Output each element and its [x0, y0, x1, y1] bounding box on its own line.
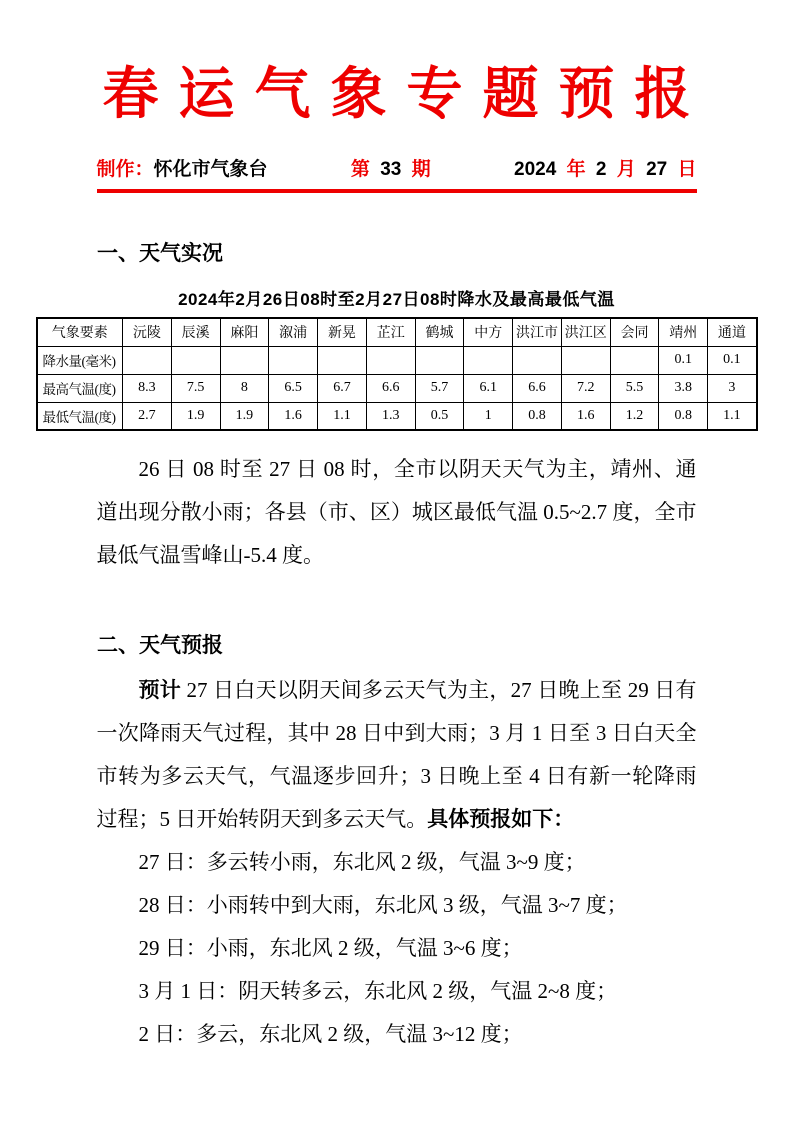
table-row-min-temp [37, 402, 757, 430]
table-cell: 6.5 [269, 374, 318, 402]
masthead [97, 154, 697, 181]
table-cell: 7.2 [561, 374, 610, 402]
table-cell: 8 [220, 374, 269, 402]
table-cell: 0.1 [708, 346, 757, 374]
table-row-max-temp [37, 374, 757, 402]
date-year-label: 年 [566, 159, 586, 180]
table-cell: 1.1 [708, 402, 757, 430]
issue-value: 33 [380, 159, 402, 180]
date-month-label: 月 [616, 159, 636, 180]
table-cell: 1.6 [561, 402, 610, 430]
table-header-row [37, 318, 757, 346]
table-cell [220, 346, 269, 374]
table-cell: 3 [708, 374, 757, 402]
table-header-cell: 辰溪 [171, 318, 220, 346]
section-heading-weather-actual: 一、天气实况 [97, 242, 223, 265]
table-header-cell: 芷江 [366, 318, 415, 346]
observation-paragraph: 26 日 08 时至 27 日 08 时，全市以阴天天气为主，靖州、通道出现分散小雨；各县（市、区）城区最低气温 0.5~2.7 度，全市最低气温雪峰山-5.4 度。 [96, 457, 697, 567]
table-cell: 1.3 [366, 402, 415, 430]
row-label: 降水量(毫米) [37, 346, 123, 374]
daily-forecast-line: 2 日：多云，东北风 2 级，气温 3~12 度； [138, 1022, 523, 1046]
table-cell [366, 346, 415, 374]
table-cell [464, 346, 513, 374]
table-cell: 6.6 [513, 374, 562, 402]
table-header-cell: 新晃 [318, 318, 367, 346]
issue-suffix: 期 [411, 159, 431, 180]
table-cell: 0.8 [513, 402, 562, 430]
table-header-cell: 气象要素 [37, 318, 123, 346]
row-label: 最高气温(度) [37, 374, 123, 402]
date-month: 2 [595, 159, 607, 180]
row-label: 最低气温(度) [37, 402, 123, 430]
producer-label: 制作： [96, 159, 154, 180]
date-day: 27 [646, 159, 668, 180]
table-header-cell: 通道 [708, 318, 757, 346]
table-cell: 1.1 [318, 402, 367, 430]
daily-forecast-line: 29 日：小雨，东北风 2 级，气温 3~6 度； [138, 936, 523, 960]
issue-number [351, 154, 431, 181]
table-cell [318, 346, 367, 374]
table-cell: 0.1 [659, 346, 708, 374]
date-year: 2024 [514, 159, 557, 180]
table-cell [561, 346, 610, 374]
table-cell: 1.9 [171, 402, 220, 430]
table-cell [123, 346, 172, 374]
issue-date [514, 154, 696, 181]
table-header-cell: 会同 [610, 318, 659, 346]
weather-table [36, 317, 758, 431]
table-cell [171, 346, 220, 374]
section-heading-weather-forecast: 二、天气预报 [97, 634, 223, 657]
table-header-cell: 洪江市 [513, 318, 562, 346]
table-cell: 1.9 [220, 402, 269, 430]
table-cell: 5.7 [415, 374, 464, 402]
forecast-paragraph [97, 669, 697, 841]
table-cell: 1.6 [269, 402, 318, 430]
table-cell: 2.7 [123, 402, 172, 430]
forecast-tail-bold: 具体预报如下： [427, 808, 575, 831]
table-cell: 1 [464, 402, 513, 430]
daily-forecast-line: 27 日：多云转小雨，东北风 2 级，气温 3~9 度； [138, 850, 586, 874]
table-cell: 0.5 [415, 402, 464, 430]
table-header-cell: 麻阳 [220, 318, 269, 346]
table-cell: 1.2 [610, 402, 659, 430]
table-cell: 6.6 [366, 374, 415, 402]
table-cell: 8.3 [123, 374, 172, 402]
table-cell: 0.8 [659, 402, 708, 430]
table-header-cell: 沅陵 [123, 318, 172, 346]
table-cell [610, 346, 659, 374]
table-header-cell: 中方 [464, 318, 513, 346]
table-cell: 3.8 [659, 374, 708, 402]
table-cell: 5.5 [610, 374, 659, 402]
red-divider [97, 189, 697, 193]
page-title: 春运气象专题预报 [102, 64, 711, 126]
daily-forecast-line: 28 日：小雨转中到大雨，东北风 3 级，气温 3~7 度； [138, 893, 628, 917]
table-cell [513, 346, 562, 374]
date-day-label: 日 [677, 159, 697, 180]
table-header-cell: 洪江区 [561, 318, 610, 346]
table-header-cell: 溆浦 [269, 318, 318, 346]
table-cell: 6.1 [464, 374, 513, 402]
table-header-cell: 鹤城 [415, 318, 464, 346]
table-row-precipitation [37, 346, 757, 374]
producer-value: 怀化市气象台 [153, 159, 268, 180]
producer-line [97, 154, 268, 181]
table-cell [415, 346, 464, 374]
table-title: 2024年2月26日08时至2月27日08时降水及最高最低气温 [178, 290, 615, 309]
table-cell [269, 346, 318, 374]
table-cell: 6.7 [318, 374, 367, 402]
forecast-lead-bold: 预计 [138, 679, 182, 702]
table-cell: 7.5 [171, 374, 220, 402]
forecast-body-text: 27 日白天以阴天间多云天气为主，27 日晚上至 29 日有一次降雨天气过程，其中 28 日中到大雨；3 月 1 日至 3 日白天全市转为多云天气，气温逐步回升；3 日晚上至 4 日有新一轮降雨过程；5 日开始转阴天到多云天气。 [96, 678, 697, 831]
table-header-cell: 靖州 [659, 318, 708, 346]
issue-prefix: 第 [350, 159, 370, 180]
daily-forecast-line: 3 月 1 日：阴天转多云，东北风 2 级，气温 2~8 度； [138, 979, 618, 1003]
